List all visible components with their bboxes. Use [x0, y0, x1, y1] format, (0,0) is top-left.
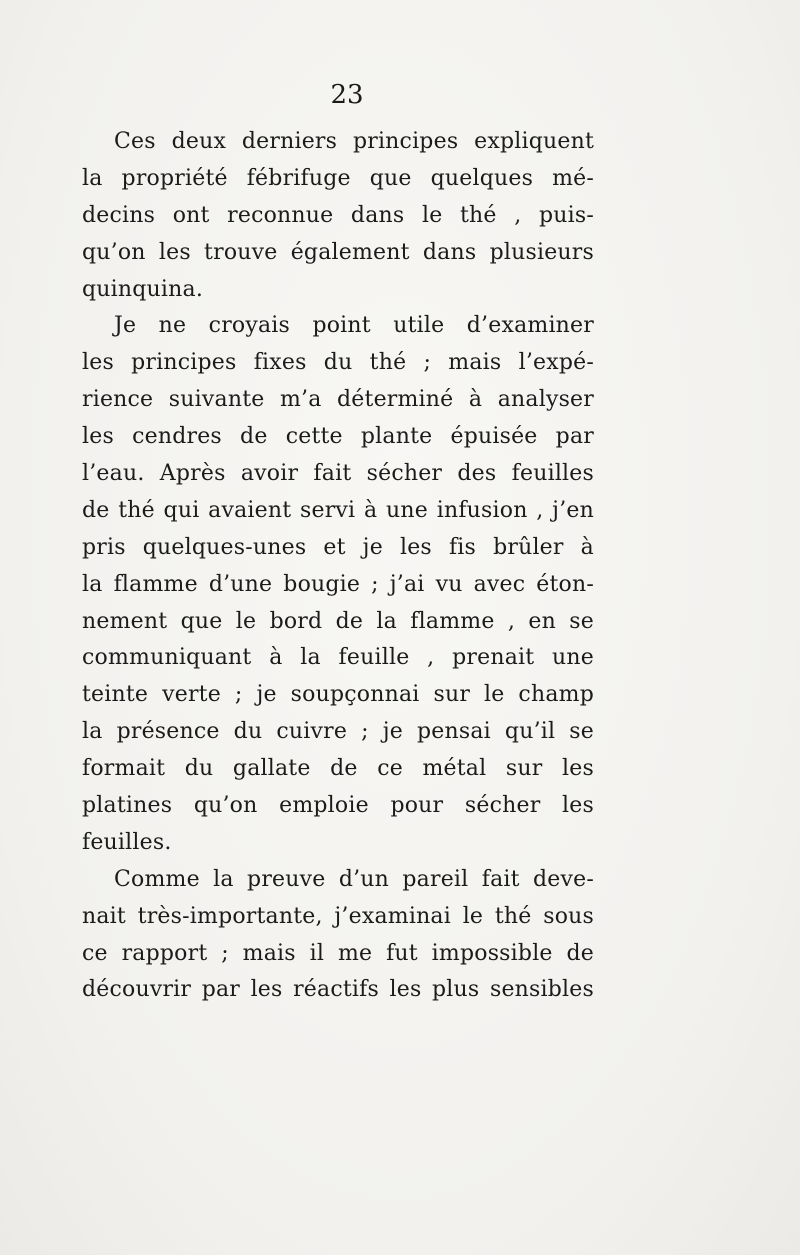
text-line: pris quelques-unes et je les fis brûler à — [82, 534, 594, 560]
text-line: de thé qui avaient servi à une infusion , j’en — [82, 497, 594, 523]
text-line: la présence du cuivre ; je pensai qu’il se — [82, 719, 594, 745]
text-line: Je ne croyais point utile d’examiner — [114, 313, 594, 339]
text-line: quinquina. — [82, 276, 204, 302]
text-line: rience suivante m’a déterminé à analyser — [82, 387, 594, 413]
text-line: nait très-importante, j’examinai le thé sous — [82, 903, 594, 929]
text-line: la propriété fébrifuge que quelques mé- — [82, 165, 594, 191]
text-line: les principes fixes du thé ; mais l’expé- — [82, 350, 594, 376]
page-body-text — [82, 124, 594, 1009]
text-line: la flamme d’une bougie ; j’ai vu avec éton- — [82, 571, 594, 597]
text-line: platines qu’on emploie pour sécher les — [82, 793, 594, 819]
text-line: ce rapport ; mais il me fut impossible de — [82, 940, 594, 966]
text-line: l’eau. Après avoir fait sécher des feuilles — [82, 461, 594, 487]
text-line: communiquant à la feuille , prenait une — [82, 645, 594, 671]
text-line: qu’on les trouve également dans plusieurs — [82, 239, 594, 265]
text-line: feuilles. — [82, 829, 172, 855]
text-line: teinte verte ; je soupçonnai sur le champ — [82, 682, 594, 708]
text-line: les cendres de cette plante épuisée par — [82, 424, 594, 450]
text-line: Comme la preuve d’un pareil fait deve- — [114, 866, 594, 892]
text-line: Ces deux derniers principes expliquent — [114, 129, 594, 154]
text-line: decins ont reconnue dans le thé , puis- — [82, 202, 594, 228]
text-line: formait du gallate de ce métal sur les — [82, 756, 594, 782]
text-line: découvrir par les réactifs les plus sensibles — [82, 977, 594, 1003]
page-number: 23 — [330, 80, 364, 110]
text-line: nement que le bord de la flamme , en se — [82, 608, 594, 634]
